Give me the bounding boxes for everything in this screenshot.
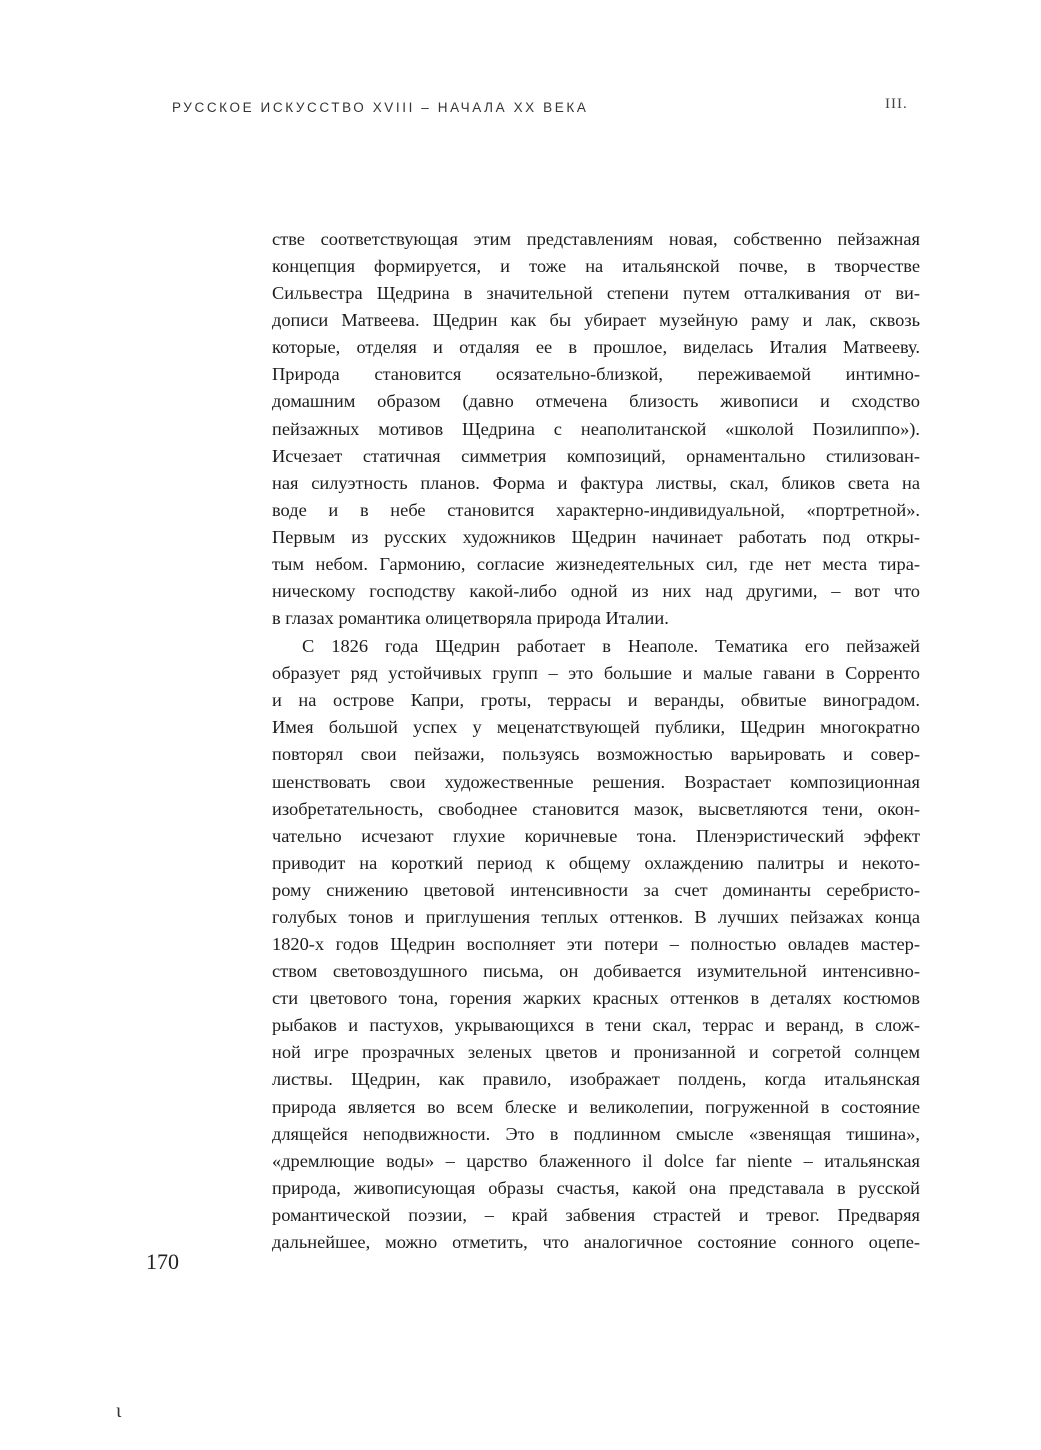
text-line: чательно исчезают глухие коричневые тона. Пленэристический эффект: [272, 825, 920, 846]
text-line: Природа становится осязательно-близкой, переживаемой интимно-: [272, 364, 920, 385]
text-line: С 1826 года Щедрин работает в Неаполе. Тематика его пейзажей: [302, 636, 920, 657]
paragraph: [272, 226, 920, 632]
paragraph: [272, 633, 920, 1256]
text-line: «дремлющие воды» – царство блаженного il dolce far niente – итальянская: [272, 1150, 920, 1171]
text-line: длящейся неподвижности. Это в подлинном смысле «звенящая тишина»,: [272, 1123, 920, 1144]
body-text: [272, 226, 920, 1256]
text-line: шенствовать свои художественные решения. Возрастает композиционная: [272, 771, 920, 792]
text-line: Исчезает статичная симметрия композиций, орнаментально стилизован-: [272, 445, 920, 466]
text-line: ством световоздушного письма, он добивается изумительной интенсивно-: [272, 961, 920, 982]
text-line: повторял свои пейзажи, пользуясь возможностью варьировать и совер-: [272, 744, 920, 765]
text-line: природа является во всем блеске и великолепии, погруженной в состояние: [272, 1096, 920, 1117]
text-line: 1820-х годов Щедрин восполняет эти потери – полностью овладев мастер-: [272, 934, 920, 955]
scan-mark: ι: [116, 1400, 122, 1422]
text-line: дописи Матвеева. Щедрин как бы убирает музейную раму и лак, сквозь: [272, 310, 920, 331]
text-line: пейзажных мотивов Щедрина с неаполитанской «школой Позилиппо»).: [272, 418, 920, 439]
text-line: концепция формируется, и тоже на итальянской почве, в творчестве: [272, 256, 920, 277]
running-title: РУССКОЕ ИСКУССТВО XVIII – НАЧАЛА XX ВЕКА: [172, 100, 589, 115]
text-line: природа, живописующая образы счастья, какой она представала в русской: [272, 1177, 920, 1198]
text-line: домашним образом (давно отмечена близость живописи и сходство: [272, 391, 920, 412]
text-line: ническому господству какой-либо одной из них над другими, – вот что: [272, 581, 920, 602]
text-line: ной игре прозрачных зеленых цветов и пронизанной и согретой солнцем: [272, 1042, 920, 1063]
text-line: Сильвестра Щедрина в значительной степени путем отталкивания от ви-: [272, 283, 920, 304]
text-line: Первым из русских художников Щедрин начинает работать под откры-: [272, 526, 920, 547]
text-line: Имея большой успех у меценатствующей публики, Щедрин многократно: [272, 717, 920, 738]
text-line: сти цветового тона, горения жарких красных оттенков в деталях костюмов: [272, 988, 920, 1009]
section-mark: III.: [885, 96, 908, 112]
text-line: приводит на короткий период к общему охлаждению палитры и некото-: [272, 852, 920, 873]
text-line: тым небом. Гармонию, согласие жизнедеятельных сил, где нет места тира-: [272, 553, 920, 574]
text-line: листвы. Щедрин, как правило, изображает полдень, когда итальянская: [272, 1069, 920, 1090]
text-line: изобретательность, свободнее становится мазок, высветляются тени, окон-: [272, 798, 920, 819]
text-line: воде и в небе становится характерно-индивидуальной, «портретной».: [272, 499, 920, 520]
text-line: и на острове Капри, гроты, террасы и веранды, обвитые виноградом.: [272, 690, 920, 711]
text-line: которые, отделяя и отдаляя ее в прошлое, виделась Италия Матвееву.: [272, 337, 920, 358]
text-line: рому снижению цветовой интенсивности за счет доминанты серебристо-: [272, 879, 920, 900]
text-line: стве соответствующая этим представлениям новая, собственно пейзажная: [272, 229, 920, 249]
text-line: в глазах романтика олицетворяла природа Италии.: [272, 608, 669, 629]
text-line: образует ряд устойчивых групп – это большие и малые гавани в Сорренто: [272, 663, 920, 684]
text-line: рыбаков и пастухов, укрывающихся в тени скал, террас и веранд, в слож-: [272, 1015, 920, 1036]
text-line: ная силуэтность планов. Форма и фактура листвы, скал, бликов света на: [272, 472, 920, 493]
text-line: голубых тонов и приглушения теплых оттенков. В лучших пейзажах конца: [272, 906, 920, 927]
page-number: 170: [146, 1249, 179, 1274]
text-line: романтической поэзии, – край забвения страстей и тревог. Предваряя: [272, 1204, 920, 1225]
text-line: дальнейшее, можно отметить, что аналогичное состояние сонного оцепе-: [272, 1231, 920, 1252]
